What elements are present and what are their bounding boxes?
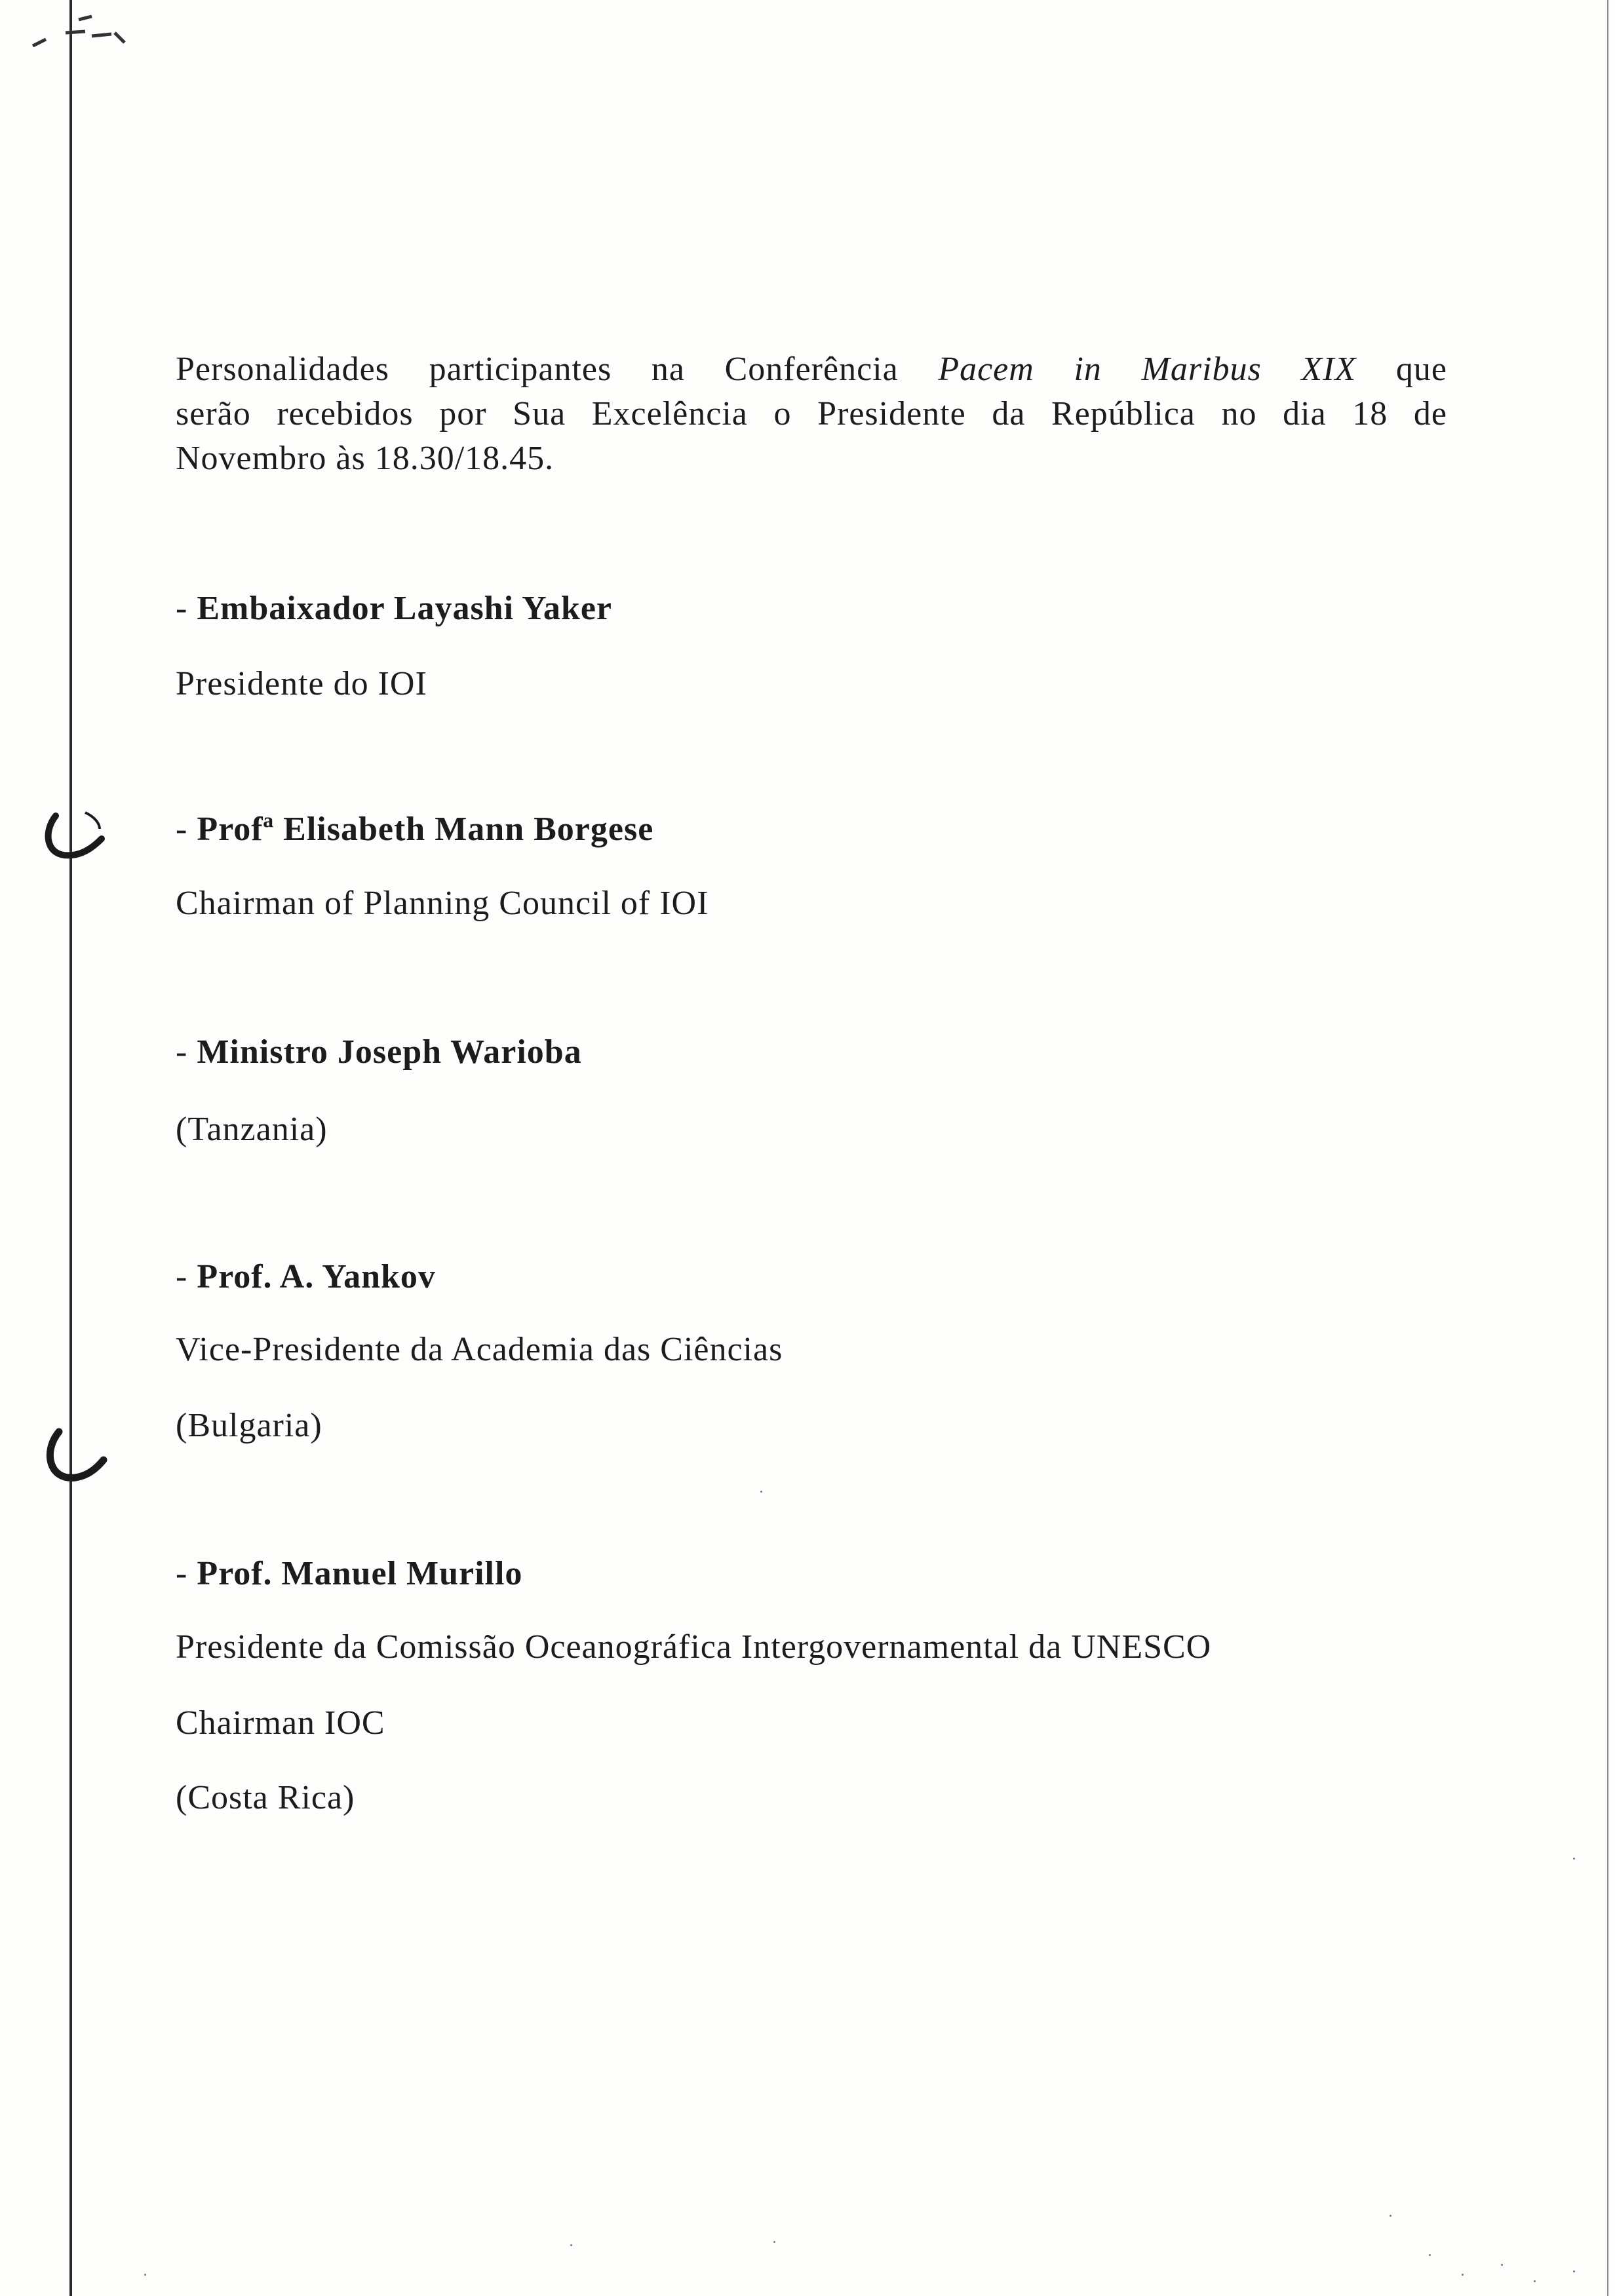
participant-4-detail-2: (Bulgaria) — [176, 1407, 322, 1444]
participant-3-name-line — [176, 1030, 582, 1075]
participant-name: Prof. Manuel Murillo — [197, 1555, 523, 1592]
list-dash: - — [176, 1033, 197, 1071]
participant-name: Embaixador Layashi Yaker — [197, 590, 612, 627]
participant-2-name-line — [176, 807, 653, 852]
binder-edge-line — [69, 0, 72, 2296]
participant-4-detail-1: Vice-Presidente da Academia das Ciências — [176, 1331, 783, 1368]
punch-hole-mark-lower — [39, 1422, 111, 1494]
intro-line-3: Novembro às 18.30/18.45. — [176, 440, 555, 477]
participant-4-name-line — [176, 1255, 436, 1299]
participant-5-detail-1: Presidente da Comissão Oceanográfica Intergovernamental da UNESCO — [176, 1628, 1212, 1666]
scan-artifact-mark — [26, 13, 157, 52]
intro-line-1-prefix: Personalidades participantes na Conferência — [176, 351, 939, 388]
list-dash: - — [176, 1258, 197, 1295]
punch-hole-mark-upper — [39, 803, 111, 875]
conference-name: Pacem in Maribus XIX — [938, 351, 1357, 388]
participant-5-detail-3: (Costa Rica) — [176, 1779, 355, 1816]
participant-name: Profª Elisabeth Mann Borgese — [197, 811, 654, 848]
participant-3-detail-1: (Tanzania) — [176, 1111, 328, 1148]
scan-speckle — [144, 2274, 146, 2276]
list-dash: - — [176, 811, 197, 848]
scan-speckle — [1429, 2254, 1431, 2256]
scan-speckle — [1573, 1858, 1575, 1860]
list-dash: - — [176, 1555, 197, 1592]
scan-speckle — [760, 1491, 762, 1493]
participant-1-name-line — [176, 586, 612, 631]
intro-line-1 — [176, 347, 1447, 392]
scan-speckle — [1534, 2280, 1536, 2282]
scan-speckle — [773, 2241, 775, 2243]
participant-5-name-line — [176, 1552, 522, 1596]
intro-paragraph — [176, 347, 1447, 481]
intro-line-1-suffix: que — [1356, 351, 1447, 388]
scan-speckle — [1390, 2215, 1391, 2217]
participant-name: Ministro Joseph Warioba — [197, 1033, 582, 1071]
participant-1-detail-1: Presidente do IOI — [176, 665, 427, 702]
scan-speckle — [1462, 2274, 1464, 2276]
intro-line-2: serão recebidos por Sua Excelência o Presidente da República no dia 18 de — [176, 395, 1447, 432]
scan-speckle — [1573, 2270, 1575, 2272]
participant-2-detail-1: Chairman of Planning Council of IOI — [176, 885, 709, 922]
page-right-edge — [1607, 0, 1608, 2296]
participant-name: Prof. A. Yankov — [197, 1258, 436, 1295]
list-dash: - — [176, 590, 197, 627]
scan-speckle — [1501, 2264, 1503, 2266]
participant-5-detail-2: Chairman IOC — [176, 1704, 385, 1742]
scan-speckle — [570, 2244, 572, 2246]
